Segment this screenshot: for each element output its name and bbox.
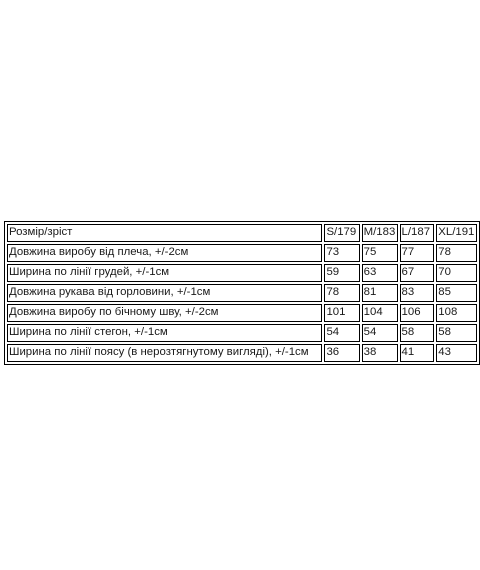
row-label-cell: Ширина по лінії стегон, +/-1см xyxy=(7,324,322,342)
table-row xyxy=(7,324,477,342)
row-value-cell: 75 xyxy=(362,244,398,262)
row-value-cell: 36 xyxy=(324,344,359,362)
row-label-cell: Ширина по лінії грудей, +/-1см xyxy=(7,264,322,282)
table-row xyxy=(7,264,477,282)
row-label-cell: Довжина рукава від горловини, +/-1см xyxy=(7,284,322,302)
row-value-cell: 67 xyxy=(400,264,435,282)
header-label-cell: Розмір/зріст xyxy=(7,224,322,242)
row-value-cell: 101 xyxy=(324,304,359,322)
table-row xyxy=(7,244,477,262)
table-row xyxy=(7,284,477,302)
header-size-cell: XL/191 xyxy=(436,224,477,242)
row-value-cell: 85 xyxy=(436,284,477,302)
row-value-cell: 70 xyxy=(436,264,477,282)
table-header-row xyxy=(7,224,477,242)
row-value-cell: 43 xyxy=(436,344,477,362)
row-value-cell: 41 xyxy=(400,344,435,362)
row-value-cell: 108 xyxy=(436,304,477,322)
header-size-cell: S/179 xyxy=(324,224,359,242)
row-label-cell: Довжина виробу від плеча, +/-2см xyxy=(7,244,322,262)
row-value-cell: 59 xyxy=(324,264,359,282)
row-value-cell: 106 xyxy=(400,304,435,322)
row-value-cell: 38 xyxy=(362,344,398,362)
header-size-cell: M/183 xyxy=(362,224,398,242)
row-value-cell: 104 xyxy=(362,304,398,322)
row-value-cell: 58 xyxy=(436,324,477,342)
header-size-cell: L/187 xyxy=(400,224,435,242)
row-value-cell: 81 xyxy=(362,284,398,302)
table-row xyxy=(7,304,477,322)
row-value-cell: 83 xyxy=(400,284,435,302)
row-value-cell: 63 xyxy=(362,264,398,282)
row-value-cell: 54 xyxy=(362,324,398,342)
row-value-cell: 78 xyxy=(324,284,359,302)
size-chart-table xyxy=(4,221,480,365)
table-row xyxy=(7,344,477,362)
row-value-cell: 73 xyxy=(324,244,359,262)
row-value-cell: 77 xyxy=(400,244,435,262)
row-value-cell: 78 xyxy=(436,244,477,262)
row-label-cell: Довжина виробу по бічному шву, +/-2см xyxy=(7,304,322,322)
row-value-cell: 54 xyxy=(324,324,359,342)
row-label-cell: Ширина по лінії поясу (в нерозтягнутому вигляді), +/-1см xyxy=(7,344,322,362)
row-value-cell: 58 xyxy=(400,324,435,342)
